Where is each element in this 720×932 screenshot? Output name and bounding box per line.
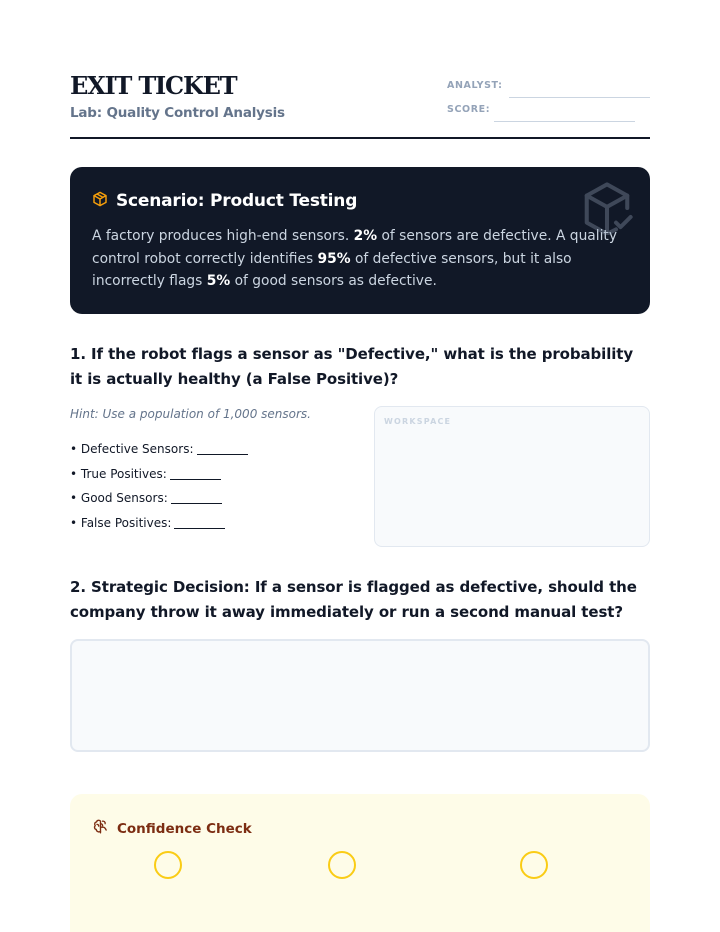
question-2-answer-box[interactable] <box>70 639 650 752</box>
confidence-option-1[interactable] <box>154 851 182 879</box>
analyst-field[interactable] <box>509 97 650 98</box>
true-positives-blank[interactable] <box>170 468 221 480</box>
good-sensors-blank[interactable] <box>171 492 222 504</box>
page-subtitle: Lab: Quality Control Analysis <box>70 105 285 121</box>
scenario-text: A factory produces high-end sensors. 2% of sensors are defective. A quality control robot correctly identifies 95% of defective sensors, but it also incorrectly flags 5% of good sensors as defective. <box>92 228 618 289</box>
package-icon <box>92 191 108 211</box>
header <box>70 72 650 122</box>
score-field[interactable] <box>494 121 635 122</box>
question-1-hint: Hint: Use a population of 1,000 sensors. <box>70 407 311 421</box>
score-row <box>447 102 635 118</box>
scenario-card <box>70 167 650 314</box>
confidence-option-3[interactable] <box>520 851 548 879</box>
question-1-items <box>70 437 248 535</box>
analyst-row <box>447 78 650 94</box>
page-title: EXIT TICKET <box>70 71 237 100</box>
score-label: SCORE: <box>447 104 491 115</box>
question-1: 1. If the robot flags a sensor as "Defective," what is the probability it is actually healthy (a False Positive)? <box>70 345 634 388</box>
workspace-box[interactable] <box>374 406 650 547</box>
brain-icon <box>92 818 109 839</box>
analyst-label: ANALYST: <box>447 80 503 91</box>
list-item: • True Positives: <box>70 462 248 487</box>
header-divider <box>70 137 650 139</box>
package-check-icon <box>580 181 634 239</box>
false-positives-blank[interactable] <box>174 517 225 529</box>
list-item: • False Positives: <box>70 511 248 536</box>
confidence-option-2[interactable] <box>328 851 356 879</box>
confidence-header <box>92 818 252 839</box>
confidence-title: Confidence Check <box>117 820 252 837</box>
list-item: • Defective Sensors: <box>70 437 248 462</box>
question-2: 2. Strategic Decision: If a sensor is flagged as defective, should the company throw it away immediately or run a second manual test? <box>70 578 637 621</box>
scenario-title: Scenario: Product Testing <box>116 191 358 211</box>
confidence-check-panel <box>70 794 650 932</box>
defective-sensors-blank[interactable] <box>197 443 248 455</box>
list-item: • Good Sensors: <box>70 486 248 511</box>
workspace-label: WORKSPACE <box>384 417 452 426</box>
scenario-header <box>92 191 357 211</box>
